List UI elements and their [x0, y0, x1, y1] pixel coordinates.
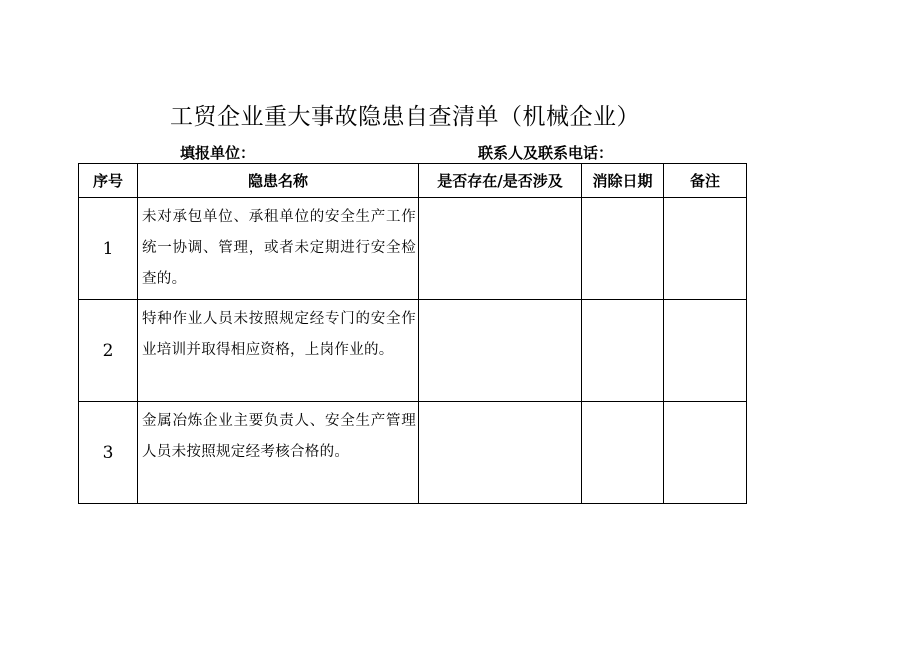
header-remarks: 备注	[664, 164, 747, 198]
elimination-date-cell[interactable]	[582, 300, 664, 402]
remarks-cell[interactable]	[664, 198, 747, 300]
row-number: 3	[79, 402, 138, 504]
hazard-description: 未对承包单位、承租单位的安全生产工作统一协调、管理，或者未定期进行安全检查的。	[138, 198, 419, 300]
exists-cell[interactable]	[419, 402, 582, 504]
exists-cell[interactable]	[419, 300, 582, 402]
row-number: 2	[79, 300, 138, 402]
table-row	[79, 300, 747, 402]
hazard-description: 特种作业人员未按照规定经专门的安全作业培训并取得相应资格，上岗作业的。	[138, 300, 419, 402]
row-number: 1	[79, 198, 138, 300]
remarks-cell[interactable]	[664, 300, 747, 402]
elimination-date-cell[interactable]	[582, 402, 664, 504]
hazard-description: 金属冶炼企业主要负责人、安全生产管理人员未按照规定经考核合格的。	[138, 402, 419, 504]
elimination-date-cell[interactable]	[582, 198, 664, 300]
header-exists: 是否存在/是否涉及	[419, 164, 582, 198]
header-hazard-name: 隐患名称	[138, 164, 419, 198]
header-number: 序号	[79, 164, 138, 198]
contact-label: 联系人及联系电话：	[478, 144, 614, 162]
table-header-row	[79, 164, 747, 198]
table-row	[79, 402, 747, 504]
table-row	[79, 198, 747, 300]
exists-cell[interactable]	[419, 198, 582, 300]
fill-unit-label: 填报单位：	[180, 144, 256, 162]
remarks-cell[interactable]	[664, 402, 747, 504]
document-title: 工贸企业重大事故隐患自查清单（机械企业）	[170, 104, 640, 130]
hazard-checklist-table	[78, 163, 747, 504]
header-elimination-date: 消除日期	[582, 164, 664, 198]
